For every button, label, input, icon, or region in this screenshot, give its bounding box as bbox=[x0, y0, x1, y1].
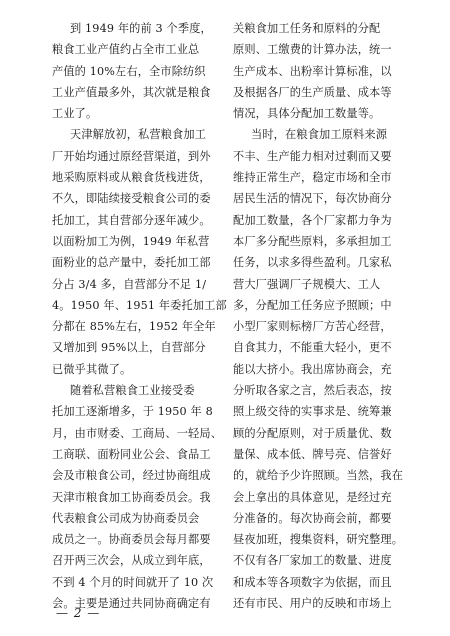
text-line: 地采购原料或从粮食货栈进货， bbox=[52, 171, 211, 185]
text-line: 会及市粮食公司，经过协商组成 bbox=[52, 469, 211, 483]
text-line: 当时，在粮食加工原料来源 bbox=[251, 128, 388, 142]
text-line: 任务，以求多得些盈利。几家私 bbox=[233, 256, 392, 270]
text-line: 顾的分配原则，对于质量优、数 bbox=[233, 426, 392, 440]
text-line: 分占 3/4 多，自营部分不足 1/ bbox=[52, 277, 207, 291]
text-line: 厂开始均通过原经营渠道，到外 bbox=[52, 149, 211, 163]
page-number: — 2 — bbox=[56, 606, 101, 620]
text-line: 月，由市财委、工商局、一轻局、 bbox=[52, 426, 223, 440]
text-line: 又增加到 95%以上，自营部分 bbox=[52, 341, 206, 355]
text-line: 产值的 10%左右，全市除纺织 bbox=[52, 64, 206, 78]
text-line: 粮食工业产值约占全市工业总 bbox=[52, 43, 200, 57]
text-line: 生产成本、出粉率计算标准，以 bbox=[233, 64, 392, 78]
text-line: 不丰、生产能力相对过剩而又要 bbox=[233, 149, 392, 163]
text-line: 能以大挤小。我出席协商会，充 bbox=[233, 362, 392, 376]
text-line: 关粮食加工任务和原料的分配 bbox=[233, 22, 381, 35]
text-line: 分都在 85%左右，1952 年全年 bbox=[52, 320, 216, 334]
text-line: 自食其力，不能重大轻小，更不 bbox=[233, 341, 392, 355]
text-line: 托加工逐渐增多，于 1950 年 8 bbox=[52, 405, 213, 419]
text-line: 工业产值最多外，其次就是粮食 bbox=[52, 85, 211, 99]
text-line: 工商联、面粉同业公会、食品工 bbox=[52, 447, 211, 461]
text-line: 到 1949 年的前 3 个季度， bbox=[70, 22, 212, 35]
text-line: 召开两三次会，从成立到年底， bbox=[52, 554, 211, 568]
text-line: 分听取各家之言，然后表态，按 bbox=[233, 384, 392, 398]
text-line: 昼夜加班，搜集资料，研究整理。 bbox=[233, 533, 404, 547]
text-line: 维持正常生产，稳定市场和全市 bbox=[233, 171, 392, 185]
text-line: 本厂多分配些原料，多承担加工 bbox=[233, 234, 392, 248]
text-line: 托加工，其自营部分逐年减少。 bbox=[52, 213, 211, 227]
text-line: 还有市民、用户的反映和市场上 bbox=[233, 597, 392, 611]
right-text-column bbox=[233, 18, 409, 614]
text-line: 已微乎其微了。 bbox=[52, 362, 132, 376]
text-line: 不到 4 个月的时间就开了 10 次 bbox=[52, 575, 214, 589]
text-line: 工业了。 bbox=[52, 107, 98, 121]
text-line: 量保、成本低、牌号亮、信誉好 bbox=[233, 447, 392, 461]
text-line: 和成本等各项数字为依据，而且 bbox=[233, 575, 392, 589]
text-line: 天津市粮食加工协商委员会。我 bbox=[52, 490, 211, 504]
text-line: 代表粮食公司成为协商委员会 bbox=[52, 511, 200, 525]
text-line: 会上拿出的具体意见，是经过充 bbox=[233, 490, 392, 504]
text-line: 以面粉加工为例，1949 年私营 bbox=[52, 234, 210, 248]
text-line: 情况，具体分配加工数量等。 bbox=[233, 107, 381, 121]
text-line: 不仅有各厂家加工的数量、进度 bbox=[233, 554, 392, 568]
text-line: 不久，即陆续接受粮食公司的委 bbox=[52, 192, 211, 206]
text-line: 原则、工缴费的计算办法，统一 bbox=[233, 43, 392, 57]
text-line: 小型厂家则标榜厂方苦心经营， bbox=[233, 320, 392, 334]
text-line: 照上级交待的实事求是、统筹兼 bbox=[233, 405, 392, 419]
text-line: 营大厂强调厂子规模大、工人 bbox=[233, 277, 381, 291]
text-line: 分准备的。每次协商会前，都要 bbox=[233, 511, 392, 525]
text-line: 配加工数量，各个厂家都力争为 bbox=[233, 213, 392, 227]
text-line: 及根据各厂的生产质量、成本等 bbox=[233, 85, 392, 99]
text-line: 随着私营粮食工业接受委 bbox=[70, 384, 195, 398]
left-text-column bbox=[52, 18, 227, 614]
text-line: 面粉业的总产量中，委托加工部 bbox=[52, 256, 211, 270]
text-line: 的，就给予少许照顾。当然，我在 bbox=[233, 469, 404, 483]
text-line: 多，分配加工任务应予照顾；中 bbox=[233, 298, 392, 312]
text-line: 天津解放初，私营粮食加工 bbox=[70, 128, 207, 142]
text-line: 居民生活的情况下，每次协商分 bbox=[233, 192, 392, 206]
text-line: 会。主要是通过共同协商确定有 bbox=[52, 597, 211, 611]
text-line: 4。1950 年、1951 年委托加工部 bbox=[52, 298, 227, 312]
text-line: 成员之一。协商委员会每月都要 bbox=[52, 533, 211, 547]
